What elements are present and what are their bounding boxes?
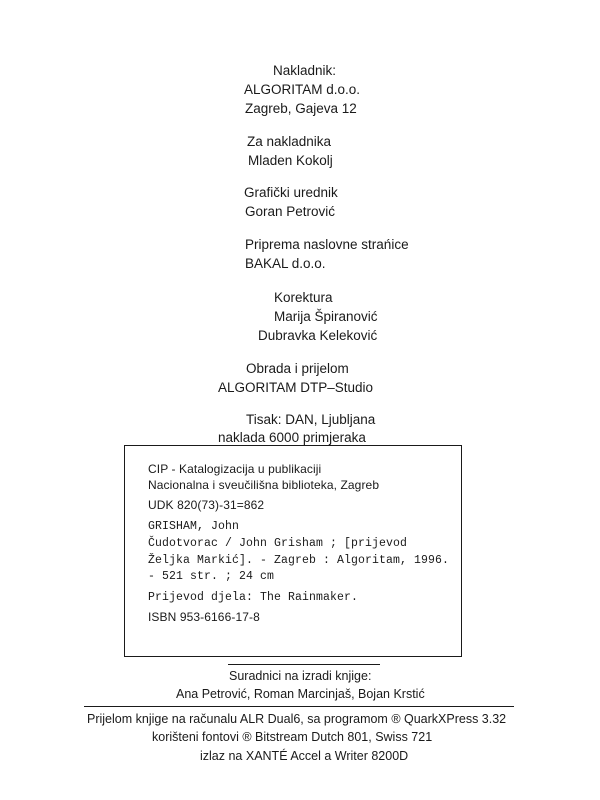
cover-prep-name: BAKAL d.o.o. xyxy=(245,256,326,271)
publisher-label: Nakladnik: xyxy=(273,63,337,78)
cip-title-line-2: Željka Markić]. - Zagreb : Algoritam, 1996. xyxy=(148,554,450,567)
cip-isbn: ISBN 953-6166-17-8 xyxy=(148,610,260,624)
graphic-editor-label: Grafički urednik xyxy=(244,185,338,200)
publisher-address: Zagreb, Gajeva 12 xyxy=(245,101,357,116)
collaborators-names: Ana Petrović, Roman Marcinjaš, Bojan Krstić xyxy=(176,687,425,701)
proofreader-2: Dubravka Keleković xyxy=(258,328,378,343)
cip-author: GRISHAM, John xyxy=(148,520,240,533)
cip-record-box xyxy=(124,445,462,657)
typesetting-label: Obrada i prijelom xyxy=(246,361,349,376)
collaborators-divider xyxy=(228,664,380,665)
print-label: Tisak: DAN, Ljubljana xyxy=(246,412,376,427)
publisher-name: ALGORITAM d.o.o. xyxy=(244,82,361,97)
production-line-1: Prijelom knjige na računalu ALR Dual6, sa programom ® QuarkXPress 3.32 xyxy=(87,712,507,726)
typesetting-name: ALGORITAM DTP–Studio xyxy=(218,380,374,395)
cip-title-line-1: Čudotvorac / John Grisham ; [prijevod xyxy=(148,537,408,550)
cip-udk: UDK 820(73)-31=862 xyxy=(148,498,265,512)
production-line-3: izlaz na XANTÉ Accel a Writer 8200D xyxy=(200,749,409,763)
print-run: naklada 6000 primjeraka xyxy=(218,430,366,445)
for-publisher-label: Za nakladnika xyxy=(247,134,332,149)
proofreading-label: Korektura xyxy=(274,290,333,305)
cover-prep-label: Priprema naslovne strańice xyxy=(245,237,409,252)
for-publisher-name: Mladen Kokolj xyxy=(248,153,333,168)
production-line-2: korišteni fontovi ® Bitstream Dutch 801, Swiss 721 xyxy=(152,730,433,744)
cip-title-line-3: - 521 str. ; 24 cm xyxy=(148,570,275,583)
graphic-editor-name: Goran Petrović xyxy=(245,204,336,219)
cip-heading: CIP - Katalogizacija u publikaciji xyxy=(148,462,322,476)
production-divider xyxy=(84,706,514,707)
collaborators-label: Suradnici na izradi knjige: xyxy=(229,669,372,683)
cip-original-title: Prijevod djela: The Rainmaker. xyxy=(148,591,359,604)
proofreader-1: Marija Špiranović xyxy=(274,309,378,324)
cip-library: Nacionalna i sveučilišna biblioteka, Zagreb xyxy=(148,478,380,492)
